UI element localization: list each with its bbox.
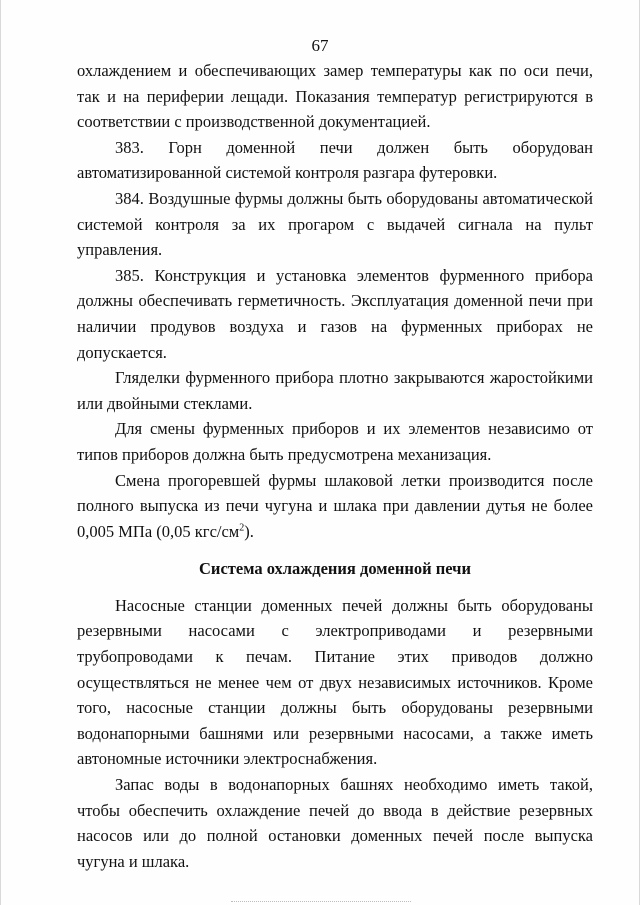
paragraph-383: 383. Горн доменной печи должен быть оборудован автоматизированной системой контроля разгара футеровки.: [77, 137, 593, 183]
page-number: 67: [311, 36, 329, 55]
paragraph-continuation: охлаждением и обеспечивающих замер температуры как по оси печи, так и на периферии лещади. Показания температур регистрируются в соответствии с производственной документацией.: [77, 61, 593, 132]
paragraph-385: 385. Конструкция и установка элементов фурменного прибора должны обеспечивать герметичность. Эксплуатация доменной печи при наличии продувов воздуха и газов на фурменных приборах не допускается.: [77, 265, 593, 362]
slag-tuyere-text: Смена прогоревшей фурмы шлаковой летки производится после полного выпуска из печи чугуна и шлака при давлении дутья не более 0,005 МПа (0,05 кгс/см: [77, 470, 593, 541]
document-body: [77, 58, 593, 874]
paragraph-peepholes: Гляделки фурменного прибора плотно закрываются жаростойкими или двойными стеклами.: [77, 368, 593, 413]
paragraph-pump-stations: Насосные станции доменных печей должны быть оборудованы резервными насосами с электроприводами и резервными трубопроводами к печам. Питание этих приводов должно осуществляться не менее чем от двух независимых источников. Кроме того, насосные станции должны быть оборудованы резервными водонапорными башнями или резервными насосами, а также иметь автономные источники электроснабжения.: [77, 595, 593, 769]
slag-tuyere-text-end: ).: [244, 521, 254, 541]
paragraph-water-reserve: Запас воды в водонапорных башнях необходимо иметь такой, чтобы обеспечить охлаждение печей до ввода в действие резервных насосов или до полной остановки доменных печей после выпуска чугуна и шлака.: [77, 775, 593, 871]
paragraph-slag-tuyere: [77, 468, 593, 545]
superscript-exponent: 2: [239, 522, 245, 534]
section-heading: Система охлаждения доменной печи: [199, 559, 471, 579]
scan-edge-line: [231, 901, 411, 903]
paragraph-mechanization: Для смены фурменных приборов и их элементов независимо от типов приборов должна быть предусмотрена механизация.: [77, 419, 593, 464]
paragraph-384: 384. Воздушные фурмы должны быть оборудованы автоматической системой контроля за их прогаром с выдачей сигнала на пульт управления.: [77, 188, 593, 260]
